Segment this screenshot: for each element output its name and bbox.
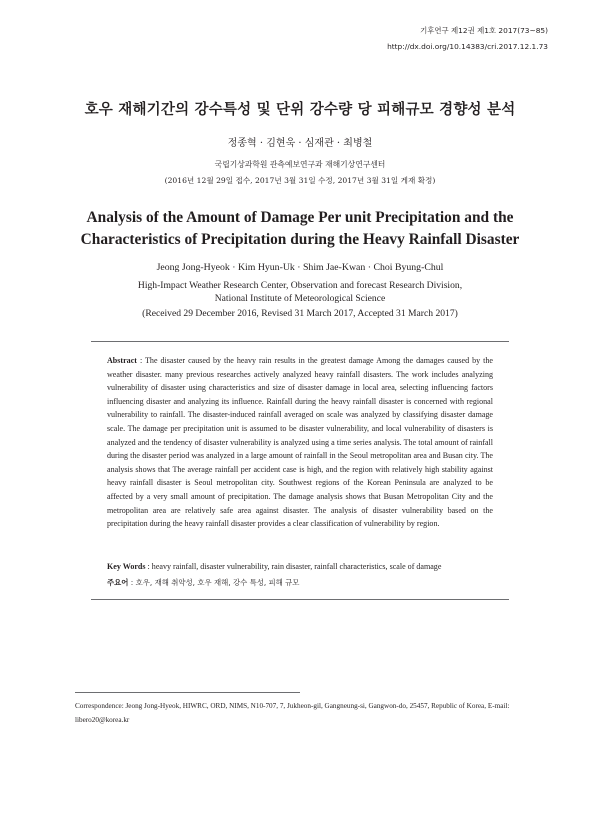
english-affiliation-line2: National Institute of Meteorological Science: [214, 293, 386, 304]
keywords-label: Key Words: [107, 562, 146, 571]
korean-keywords: [107, 577, 493, 589]
english-dates: (Received 29 December 2016, Revised 31 March 2017, Accepted 31 March 2017): [142, 308, 458, 319]
journal-header: [387, 23, 548, 55]
correspondence-footnote: Correspondence: Jeong Jong-Hyeok, HIWRC, ORD, NIMS, N10-707, 7, Jukheon-gil, Gangneung-si, Gangwon-do, 25457, Republic of Korea, E-mail: libero20@korea.kr: [75, 702, 510, 724]
english-authors: Jeong Jong-Hyeok · Kim Hyun-Uk · Shim Jae-Kwan · Choi Byung-Chul: [156, 262, 444, 273]
abstract-text: : The disaster caused by the heavy rain results in the greatest damage Among the damages caused by the weather disaster. many previous researches actively analyzed heavy rainfall disasters. The work includes analyzing vulnerability of disaster using characteristics and size of disaster damage in local area, selecting influencing factors influencing disaster and analyzing its influence. Rainfall during the heavy rainfall disaster is concerned with regional vulnerability to rainfall. The disaster-induced rainfall averaged on scale was analyzed by classifying disaster damage scale. The damage per precipitation unit is assumed to be disaster vulnerability, and local vulnerability of disasters is analyzed and the tendency of disaster vulnerability is analyzed using a time series analysis. The total amount of rainfall during the disaster period was analyzed in a large amount of rainfall in the Seoul metropolitan area and Busan city. The analysis shows that The average rainfall per accident case is high, and the region with relatively high stability against heavy rainfall disaster is Seoul metropolitan city. Southwest regions of the Korean Peninsula are analyzed to be affected by a very small amount of precipitation. The damage analysis shows that Busan Metropolitan City and the metropolitan area are relatively safe area against disaster. The analysis of disaster vulnerability based on the precipitation during the heavy rainfall disaster provides a clear classification of vulnerability by region.: [107, 356, 493, 529]
abstract-label: Abstract: [107, 356, 137, 365]
korean-keywords-text: : 호우, 재해 취약성, 호우 재해, 강수 특성, 피해 규모: [128, 578, 300, 587]
korean-keywords-label: 주요어: [107, 578, 129, 587]
abstract-top-rule: [91, 341, 509, 342]
abstract-bottom-rule: [91, 599, 509, 600]
korean-affiliation: 국립기상과학원 관측예보연구과 재해기상연구센터: [214, 160, 386, 169]
korean-authors: 정종혁 · 김현욱 · 심재관 · 최병철: [227, 138, 373, 149]
korean-dates: (2016년 12월 29일 접수, 2017년 3월 31일 수정, 2017년 3월 31일 게재 확정): [164, 176, 436, 185]
keywords-text: : heavy rainfall, disaster vulnerability, rain disaster, rainfall characteristics, scale of damage: [145, 562, 442, 571]
english-title: [60, 207, 540, 251]
korean-title: 호우 재해기간의 강수특성 및 단위 강수량 당 피해규모 경향성 분석: [84, 102, 516, 118]
doi-link[interactable]: http://dx.doi.org/10.14383/cri.2017.12.1.73: [387, 42, 548, 51]
english-title-line1: Analysis of the Amount of Damage Per unit Precipitation and the: [86, 209, 514, 226]
footnote-rule: [75, 692, 300, 693]
english-affiliation-line1: High-Impact Weather Research Center, Observation and forecast Research Division,: [137, 280, 463, 291]
english-title-line2: Characteristics of Precipitation during the Heavy Rainfall Disaster: [80, 231, 520, 248]
keywords: [107, 561, 493, 573]
journal-citation: 기후연구 제12권 제1호 2017(73~85): [420, 26, 548, 35]
abstract: [107, 354, 493, 531]
english-affiliation: [0, 279, 600, 305]
